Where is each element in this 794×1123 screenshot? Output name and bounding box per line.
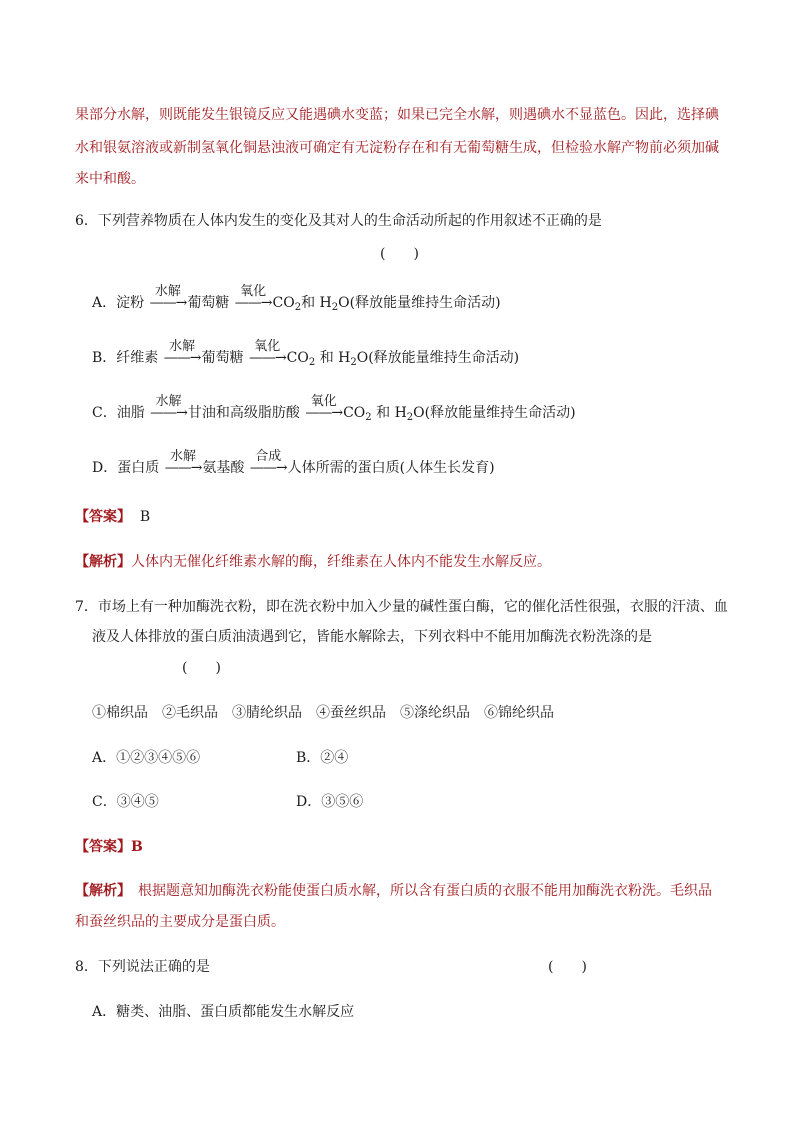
q6-option-b: B．纤维素 水解 ——→葡萄糖 氧化 $——\to CO_2$ 和 $H_2O$(释放能量维持生命活动)	[92, 339, 520, 368]
arrow-hydrolysis: 水解 ——→	[164, 449, 202, 476]
q6-option-d: D．蛋白质 水解 ——→氨基酸 合成 ——→人体所需的蛋白质(人体生长发育)	[92, 449, 495, 476]
q7-option-d: D．③⑤⑥	[296, 794, 364, 810]
intro-line-1: 果部分水解，则既能发生银镜反应又能遇碘水变蓝；如果已完全水解，则遇碘水不显蓝色。因此，选择碘	[75, 107, 719, 123]
arrow-hydrolysis: 水解 ——→	[163, 339, 201, 366]
intro-line-2: 水和银氨溶液或新制氢氧化铜悬浊液可确定有无淀粉存在和有无葡萄糖生成，但检验水解产物前必须加碱	[75, 140, 719, 156]
q7-items: ①棉织品 ②毛织品 ③腈纶织品 ④蚕丝织品 ⑤涤纶织品 ⑥锦纶织品	[92, 705, 554, 721]
q8-bracket: ( )	[548, 959, 587, 975]
q7-analysis-line-1: 【解析】 根据题意知加酶洗衣粉能使蛋白质水解，所以含有蛋白质的衣服不能用加酶洗衣粉洗。毛织品	[75, 883, 712, 899]
q7-answer: 【答案】B	[75, 839, 143, 855]
q7-option-b: B．②④	[296, 750, 349, 766]
q7-option-a: A．①②③④⑤⑥	[92, 750, 201, 766]
q6-option-c: C．油脂 水解 ——→甘油和高级脂肪酸 氧化 $——\to CO_2$ 和 $H_2O$(释放能量维持生命活动)	[92, 394, 576, 423]
q6-analysis: 【解析】人体内无催化纤维素水解的酶，纤维素在人体内不能发生水解反应。	[75, 554, 551, 570]
q6-stem: 6．下列营养物质在人体内发生的变化及其对人的生命活动所起的作用叙述不正确的是	[75, 213, 602, 229]
q7-bracket: ( )	[182, 660, 221, 676]
arrow-hydrolysis: 水解 ——→	[149, 284, 187, 311]
arrow-oxidation: 氧化 ——→	[248, 339, 286, 366]
q6-bracket: ( )	[380, 246, 419, 262]
q7-option-c: C．③④⑤	[92, 794, 159, 810]
arrow-oxidation: 氧化 ——→	[305, 394, 343, 421]
arrow-oxidation: 氧化 ——→	[234, 284, 272, 311]
arrow-hydrolysis: 水解 ——→	[150, 394, 187, 421]
q7-stem-line-1: 7．市场上有一种加酶洗衣粉，即在洗衣粉中加入少量的碱性蛋白酶，它的催化活性很强，衣服的汗渍、血	[75, 599, 728, 615]
q8-option-a: A．糖类、油脂、蛋白质都能发生水解反应	[92, 1004, 355, 1020]
intro-line-3: 来中和酸。	[75, 171, 145, 187]
q8-stem: 8．下列说法正确的是	[75, 959, 210, 975]
q6-option-a: A．淀粉 水解 ——→葡萄糖 氧化 $——\to CO_2$和 $H_2O$(释放能量维持生命活动)	[92, 284, 501, 313]
q7-stem-line-2: 液及人体排放的蛋白质油渍遇到它，皆能水解除去，下列衣料中不能用加酶洗衣粉洗涤的是	[92, 629, 652, 645]
arrow-synthesis: 合成 ——→	[249, 449, 287, 476]
q7-analysis-line-2: 和蚕丝织品的主要成分是蛋白质。	[75, 914, 285, 930]
q6-answer: 【答案】 B	[75, 509, 151, 525]
